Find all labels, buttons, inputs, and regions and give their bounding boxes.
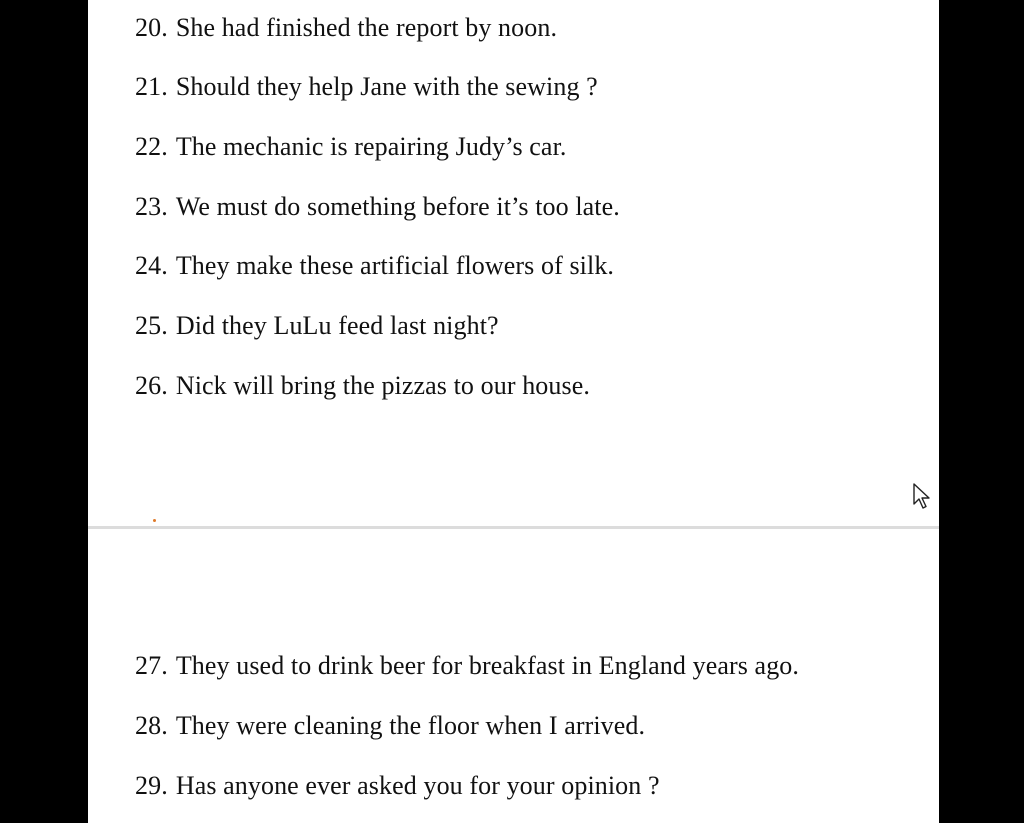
sentence-number: 20.: [135, 13, 168, 42]
sentence-number: 24.: [135, 251, 168, 280]
sentence-number: 22.: [135, 132, 168, 161]
sentence-number: 26.: [135, 371, 168, 400]
sentence-text: They used to drink beer for breakfast in England years ago.: [175, 651, 799, 680]
sentence-item: [135, 651, 799, 681]
sentence-number: 21.: [135, 72, 168, 101]
sentence-text: We must do something before it’s too late.: [175, 192, 620, 221]
mouse-pointer-icon: [912, 482, 932, 510]
sentence-text: Nick will bring the pizzas to our house.: [175, 371, 590, 400]
sentence-item: [135, 13, 557, 43]
sentence-number: 25.: [135, 311, 168, 340]
sentence-item: [135, 711, 645, 741]
sentence-text: She had finished the report by noon.: [175, 13, 558, 42]
page-marker-dot: [153, 519, 156, 522]
sentence-text: The mechanic is repairing Judy’s car.: [175, 132, 567, 161]
sentence-number: 27.: [135, 651, 168, 680]
sentence-item: [135, 251, 614, 281]
sentence-text: Did they LuLu feed last night?: [175, 311, 499, 340]
sentence-item: [135, 132, 567, 162]
sentence-item: [135, 311, 499, 341]
sentence-number: 29.: [135, 771, 168, 800]
sentence-text: Has anyone ever asked you for your opinion ?: [175, 771, 660, 800]
sentence-item: [135, 771, 660, 801]
sentence-text: They were cleaning the floor when I arrived.: [175, 711, 646, 740]
sentence-text: They make these artificial flowers of silk.: [175, 251, 615, 280]
sentence-item: [135, 72, 598, 102]
sentence-item: [135, 192, 620, 222]
sentence-item: [135, 371, 590, 401]
sentence-text: Should they help Jane with the sewing ?: [175, 72, 598, 101]
sentence-number: 23.: [135, 192, 168, 221]
sentence-number: 28.: [135, 711, 168, 740]
